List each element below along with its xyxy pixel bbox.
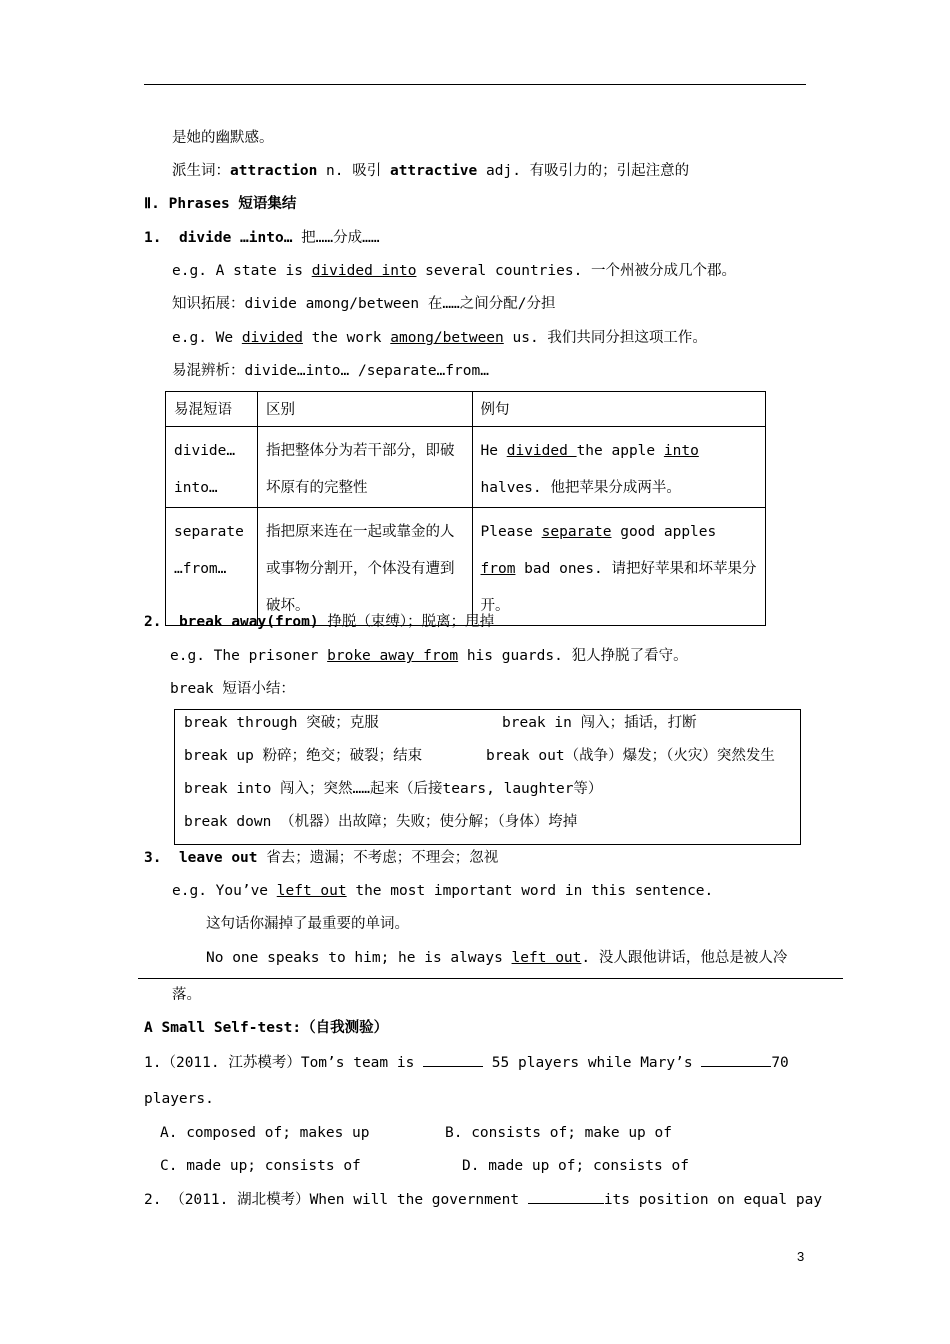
question-1: 1.（2011. 江苏模考）Tom’s team is 55 players while Mary’s 70 — [144, 1052, 789, 1073]
item3-heading: 3. leave out 省去；遗漏；不考虑；不理会；忽视 — [144, 850, 499, 866]
option-d: D. made up of; consists of — [462, 1158, 689, 1174]
table-header-row — [166, 392, 766, 427]
item1-heading: 1. divide …into… 把……分成…… — [144, 230, 380, 246]
table-row — [166, 427, 766, 508]
item1-extension: 知识拓展：divide among/between 在……之间分配/分担 — [172, 296, 556, 312]
answer-blank[interactable] — [701, 1052, 771, 1067]
break-phrase: break into 闯入；突然……起来（后接tears, laughter等） — [184, 781, 603, 797]
item2-summary-label: break 短语小结： — [170, 681, 295, 697]
option-b: B. consists of; make up of — [445, 1125, 672, 1141]
continuation-text: 是她的幽默感。 — [172, 130, 274, 146]
table-cell-phrase: divide… into… — [166, 427, 258, 508]
table-cell-diff: 指把整体分为若干部分，即破坏原有的完整性 — [257, 427, 472, 508]
table-cell-example: Please separate good apples from bad ones. 请把好苹果和坏苹果分开。 — [472, 508, 765, 626]
table-cell-example: He divided the apple into halves. 他把苹果分成两半。 — [472, 427, 765, 508]
page-number: 3 — [797, 1249, 805, 1264]
item3-example1-translation: 这句话你漏掉了最重要的单词。 — [206, 916, 409, 932]
comparison-table — [165, 391, 766, 626]
selftest-heading: A Small Self-test:（自我测验） — [144, 1020, 389, 1036]
answer-blank[interactable] — [528, 1189, 604, 1204]
header-rule — [144, 84, 806, 85]
answer-blank[interactable] — [423, 1052, 483, 1067]
break-phrase: break out（战争）爆发；（火灾）突然发生 — [486, 748, 775, 764]
item3-example2-continuation: 落。 — [172, 987, 201, 1003]
table-header-cell: 例句 — [472, 392, 765, 427]
table-header-cell: 区别 — [257, 392, 472, 427]
break-phrase: break in 闯入；插话，打断 — [502, 715, 697, 731]
option-c: C. made up; consists of — [160, 1158, 361, 1174]
section-divider — [138, 978, 843, 979]
table-row — [166, 508, 766, 626]
break-phrase: break up 粉碎；绝交；破裂；结束 — [184, 748, 423, 764]
table-header-cell: 易混短语 — [166, 392, 258, 427]
question-1-continuation: players. — [144, 1091, 214, 1107]
item3-example2: No one speaks to him; he is always left out. 没人跟他讲话，他总是被人冷 — [206, 950, 788, 966]
break-phrase: break down （机器）出故障；失败；使分解；（身体）垮掉 — [184, 814, 578, 830]
item3-example1: e.g. You’ve left out the most important word in this sentence. — [172, 883, 714, 899]
table-cell-phrase: separate …from… — [166, 508, 258, 626]
item2-example: e.g. The prisoner broke away from his guards. 犯人挣脱了看守。 — [170, 648, 688, 664]
break-phrase: break through 突破；克服 — [184, 715, 379, 731]
option-a: A. composed of; makes up — [160, 1125, 370, 1141]
item1-confuse-label: 易混辨析：divide…into… /separate…from… — [172, 363, 489, 379]
section-heading: Ⅱ. Phrases 短语集结 — [144, 196, 297, 212]
derived-words: 派生词：attraction n. 吸引 attractive adj. 有吸引力的；引起注意的 — [172, 163, 690, 179]
table-cell-diff: 指把原来连在一起或靠金的人或事物分割开，个体没有遭到破坏。 — [257, 508, 472, 626]
item2-heading: 2. break away(from) 挣脱（束缚）；脱离；甩掉 — [144, 614, 495, 630]
question-2: 2. （2011. 湖北模考）When will the government its position on equal pay — [144, 1189, 822, 1210]
item1-example1: e.g. A state is divided into several countries. 一个州被分成几个郡。 — [172, 263, 737, 279]
item1-example2: e.g. We divided the work among/between us. 我们共同分担这项工作。 — [172, 330, 707, 346]
